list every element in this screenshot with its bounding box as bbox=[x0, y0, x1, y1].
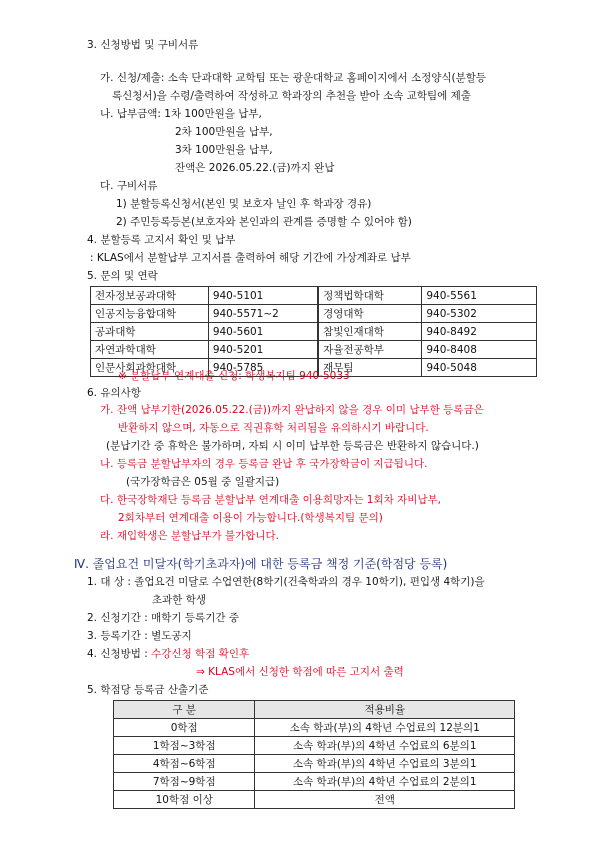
credit-range: 0학점 bbox=[114, 719, 255, 737]
section-6-ga-line3: (분납기간 중 휴학은 불가하며, 자퇴 시 이미 납부한 등록금은 반환하지 않습니다.) bbox=[106, 440, 479, 452]
contact-college: 정책법학대학 bbox=[318, 287, 422, 305]
contact-college: 자율전공학부 bbox=[318, 341, 422, 359]
contact-phone: 940-5571~2 bbox=[208, 305, 318, 323]
contact-phone: 940-5048 bbox=[422, 359, 537, 377]
contact-college: 재무팀 bbox=[318, 359, 422, 377]
section-6-ga-line2: 반환하지 않으며, 자동으로 직권휴학 처리됨을 유의하시기 바랍니다. bbox=[118, 422, 429, 434]
section-6-da-line1: 다. 한국장학재단 등록금 분할납부 연계대출 이용희망자는 1회차 자비납부, bbox=[100, 494, 442, 506]
contact-phone: 940-5101 bbox=[208, 287, 318, 305]
contact-college: 인문사회과학대학 bbox=[91, 359, 209, 377]
section-iv-item4 bbox=[87, 647, 249, 661]
section-iv-item5: 5. 학점당 등록금 산출기준 bbox=[87, 684, 209, 696]
contact-college: 전자정보공과대학 bbox=[91, 287, 209, 305]
section-iv-item4-line2: ⇒ KLAS에서 신청한 학점에 따른 고지서 출력 bbox=[196, 666, 404, 678]
column-header: 구 분 bbox=[114, 701, 255, 719]
fee-ratio: 전액 bbox=[255, 791, 515, 809]
section-6-ra-line1: 라. 재입학생은 분할납부가 불가합니다. bbox=[100, 530, 279, 542]
section-3-na-line4: 잔액은 2026.05.22.(금)까지 완납 bbox=[175, 162, 335, 174]
section-5-heading: 5. 문의 및 연락 bbox=[87, 270, 158, 282]
section-3-da-item1: 1) 분할등록신청서(본인 및 보호자 날인 후 학과장 경유) bbox=[116, 198, 372, 210]
section-3-da-title: 다. 구비서류 bbox=[100, 180, 158, 192]
section-iv-item1-line2: 초과한 학생 bbox=[152, 594, 207, 606]
table-row bbox=[91, 305, 537, 323]
table-row bbox=[91, 323, 537, 341]
contact-college: 참빛인재대학 bbox=[318, 323, 422, 341]
item4-label: 4. 신청방법 : bbox=[87, 648, 152, 660]
contact-phone: 940-5201 bbox=[208, 341, 318, 359]
section-3-heading: 3. 신청방법 및 구비서류 bbox=[87, 39, 199, 51]
section-6-da-line2: 2회차부터 연계대출 이용이 가능합니다.(학생복지팀 문의) bbox=[118, 512, 383, 524]
loan-note: ※ 분할납부 연계대출 신청: 학생복지팀 940-5033 bbox=[118, 370, 350, 382]
section-3-ga-line1: 가. 신청/제출: 소속 단과대학 교학팀 또는 광운대학교 홈페이지에서 소정양식(분할등 bbox=[100, 72, 487, 84]
contact-phone: 940-5302 bbox=[422, 305, 537, 323]
contact-college: 공과대학 bbox=[91, 323, 209, 341]
section-4-heading: 4. 분할등록 고지서 확인 및 납부 bbox=[87, 234, 236, 246]
contact-table bbox=[90, 286, 537, 377]
credit-range: 1학점~3학점 bbox=[114, 737, 255, 755]
section-3-na-line1: 나. 납부금액: 1차 100만원을 납부, bbox=[100, 108, 262, 120]
section-4-body: : KLAS에서 분할납부 고지서를 출력하여 해당 기간에 가상계좌로 납부 bbox=[90, 252, 411, 264]
section-3-da-item2: 2) 주민등록등본(보호자와 본인과의 관계를 증명할 수 있어야 함) bbox=[116, 216, 412, 228]
contact-phone: 940-8408 bbox=[422, 341, 537, 359]
credit-range: 4학점~6학점 bbox=[114, 755, 255, 773]
item4-red: 수강신청 학점 확인후 bbox=[151, 648, 250, 660]
section-3-na-line3: 3차 100만원을 납부, bbox=[175, 144, 273, 156]
table-row bbox=[91, 341, 537, 359]
table-row bbox=[114, 737, 515, 755]
contact-college: 인공지능융합대학 bbox=[91, 305, 209, 323]
table-row bbox=[114, 773, 515, 791]
table-row bbox=[114, 755, 515, 773]
table-header-row bbox=[114, 701, 515, 719]
section-3-ga-line2: 록신청서)을 수령/출력하여 작성하고 학과장의 추천을 받아 소속 교학팀에 제출 bbox=[112, 90, 471, 102]
section-iv-item1-line1: 1. 대 상 : 졸업요건 미달로 수업연한(8학기(건축학과의 경우 10학기), 편입생 4학기)을 bbox=[87, 576, 485, 588]
credit-range: 10학점 이상 bbox=[114, 791, 255, 809]
fee-ratio: 소속 학과(부)의 4학년 수업료의 3분의1 bbox=[255, 755, 515, 773]
section-6-ga-line1: 가. 잔액 납부기한(2026.05.22.(금))까지 완납하지 않을 경우 이미 납부한 등록금은 bbox=[100, 404, 484, 416]
contact-phone: 940-8492 bbox=[422, 323, 537, 341]
contact-college: 경영대학 bbox=[318, 305, 422, 323]
contact-phone: 940-5785 bbox=[208, 359, 318, 377]
section-6-na-line1: 나. 등록금 분할납부자의 경우 등록금 완납 후 국가장학금이 지급됩니다. bbox=[100, 458, 428, 470]
table-row bbox=[114, 791, 515, 809]
contact-college: 자연과학대학 bbox=[91, 341, 209, 359]
section-iv-item2: 2. 신청기간 : 매학기 등록기간 중 bbox=[87, 612, 239, 624]
credit-fee-table bbox=[113, 700, 515, 809]
section-6-heading: 6. 유의사항 bbox=[87, 387, 141, 399]
credit-range: 7학점~9학점 bbox=[114, 773, 255, 791]
table-row bbox=[114, 719, 515, 737]
contact-phone: 940-5601 bbox=[208, 323, 318, 341]
section-iv-title: Ⅳ. 졸업요건 미달자(학기초과자)에 대한 등록금 책정 기준(학점당 등록) bbox=[74, 557, 448, 571]
column-header: 적용비율 bbox=[255, 701, 515, 719]
table-row bbox=[91, 287, 537, 305]
section-iv-item3: 3. 등록기간 : 별도공지 bbox=[87, 630, 192, 642]
fee-ratio: 소속 학과(부)의 4학년 수업료의 6분의1 bbox=[255, 737, 515, 755]
section-3-na-line2: 2차 100만원을 납부, bbox=[175, 126, 273, 138]
fee-ratio: 소속 학과(부)의 4학년 수업료의 2분의1 bbox=[255, 773, 515, 791]
contact-phone: 940-5561 bbox=[422, 287, 537, 305]
section-6-na-line2: (국가장학금은 05월 중 일괄지급) bbox=[126, 476, 280, 488]
fee-ratio: 소속 학과(부)의 4학년 수업료의 12분의1 bbox=[255, 719, 515, 737]
